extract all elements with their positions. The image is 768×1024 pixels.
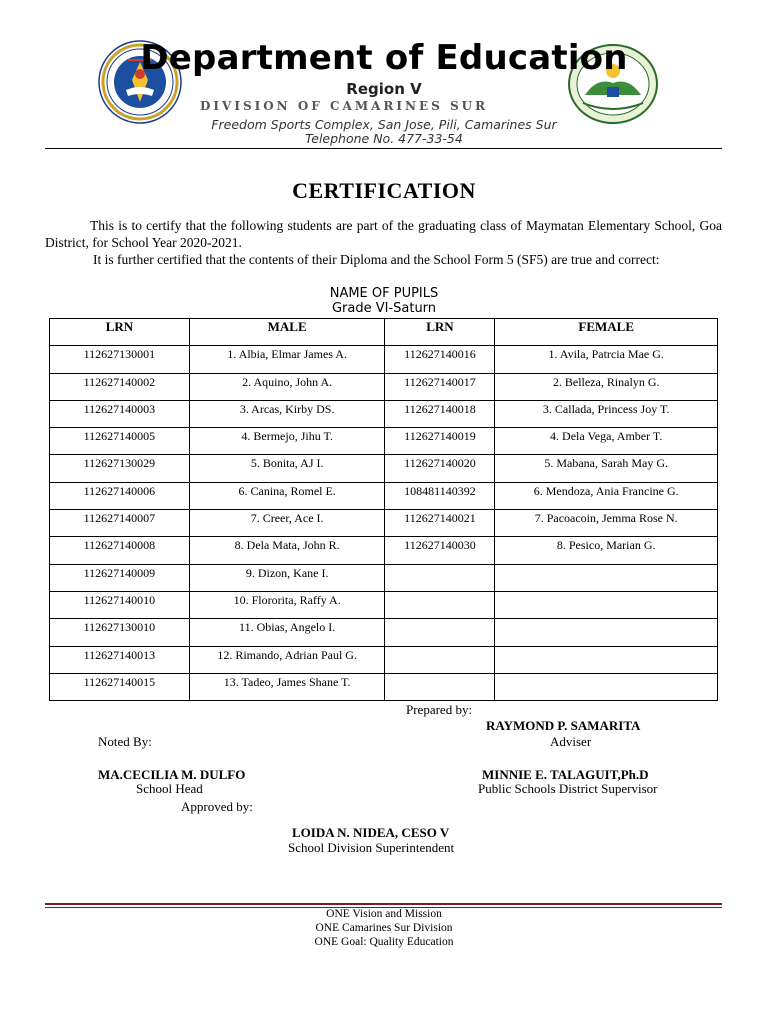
male-name-cell: 3. Arcas, Kirby DS. bbox=[189, 400, 385, 427]
female-name-cell: 2. Belleza, Rinalyn G. bbox=[495, 373, 718, 400]
department-title: Department of Education bbox=[140, 38, 628, 78]
female-lrn-cell: 112627140018 bbox=[385, 400, 495, 427]
prepared-by-label: Prepared by: bbox=[406, 702, 473, 717]
female-lrn-cell: 112627140019 bbox=[385, 428, 495, 455]
male-lrn-cell: 112627140003 bbox=[50, 400, 190, 427]
table-body bbox=[50, 346, 718, 701]
pupils-table bbox=[49, 318, 718, 701]
female-name-cell bbox=[495, 673, 718, 700]
female-name-cell: 7. Pacoacoin, Jemma Rose N. bbox=[495, 510, 718, 537]
column-header-lrn-male: LRN bbox=[50, 319, 190, 346]
female-name-cell: 8. Pesico, Marian G. bbox=[495, 537, 718, 564]
approved-by-label: Approved by: bbox=[181, 799, 253, 814]
office-telephone: Telephone No. 477-33-54 bbox=[305, 131, 463, 146]
male-name-cell: 4. Bermejo, Jihu T. bbox=[189, 428, 385, 455]
superintendent-name: LOIDA N. NIDEA, CESO V bbox=[292, 825, 450, 840]
male-lrn-cell: 112627140015 bbox=[50, 673, 190, 700]
female-lrn-cell: 112627140017 bbox=[385, 373, 495, 400]
table-row bbox=[50, 482, 718, 509]
grade-section-label: Grade VI-Saturn bbox=[331, 301, 437, 316]
male-name-cell: 10. Flororita, Raffy A. bbox=[189, 591, 385, 618]
female-name-cell bbox=[495, 564, 718, 591]
footer-divider-thick bbox=[45, 903, 722, 905]
region-label: Region V bbox=[346, 80, 422, 98]
female-lrn-cell bbox=[385, 591, 495, 618]
male-lrn-cell: 112627140009 bbox=[50, 564, 190, 591]
certification-paragraph-2: It is further certified that the contents of their Diploma and the School Form 5 (SF5) are true and correct: bbox=[93, 252, 660, 267]
female-name-cell bbox=[495, 619, 718, 646]
table-header-row bbox=[50, 319, 718, 346]
column-header-female: FEMALE bbox=[495, 319, 718, 346]
table-row bbox=[50, 510, 718, 537]
male-lrn-cell: 112627140013 bbox=[50, 646, 190, 673]
female-name-cell bbox=[495, 591, 718, 618]
male-name-cell: 9. Dizon, Kane I. bbox=[189, 564, 385, 591]
certification-paragraph-1: This is to certify that the following students are part of the graduating class of Maymatan Elementary School, Goa District, for School Year 2020-2021. bbox=[45, 218, 722, 250]
footer-goal: ONE Goal: Quality Education bbox=[314, 936, 454, 948]
male-lrn-cell: 112627130010 bbox=[50, 619, 190, 646]
table-row bbox=[50, 455, 718, 482]
male-lrn-cell: 112627130001 bbox=[50, 346, 190, 373]
female-lrn-cell: 108481140392 bbox=[385, 482, 495, 509]
male-lrn-cell: 112627140005 bbox=[50, 428, 190, 455]
table-row bbox=[50, 564, 718, 591]
school-head-title: School Head bbox=[136, 781, 203, 796]
district-supervisor-name: MINNIE E. TALAGUIT,Ph.D bbox=[482, 767, 649, 782]
footer-division: ONE Camarines Sur Division bbox=[315, 922, 453, 934]
column-header-lrn-female: LRN bbox=[385, 319, 495, 346]
school-head-name: MA.CECILIA M. DULFO bbox=[98, 767, 246, 782]
header-divider bbox=[45, 148, 722, 149]
male-lrn-cell: 112627140008 bbox=[50, 537, 190, 564]
male-name-cell: 7. Creer, Ace I. bbox=[189, 510, 385, 537]
male-name-cell: 13. Tadeo, James Shane T. bbox=[189, 673, 385, 700]
female-name-cell bbox=[495, 646, 718, 673]
female-name-cell: 6. Mendoza, Ania Francine G. bbox=[495, 482, 718, 509]
adviser-name: RAYMOND P. SAMARITA bbox=[486, 718, 641, 733]
female-lrn-cell: 112627140030 bbox=[385, 537, 495, 564]
female-lrn-cell bbox=[385, 673, 495, 700]
male-lrn-cell: 112627130029 bbox=[50, 455, 190, 482]
district-supervisor-title: Public Schools District Supervisor bbox=[478, 781, 658, 796]
certification-title: CERTIFICATION bbox=[292, 178, 476, 203]
male-name-cell: 11. Obias, Angelo I. bbox=[189, 619, 385, 646]
noted-by-label: Noted By: bbox=[98, 734, 152, 749]
male-name-cell: 6. Canina, Romel E. bbox=[189, 482, 385, 509]
male-name-cell: 5. Bonita, AJ I. bbox=[189, 455, 385, 482]
footer-vision: ONE Vision and Mission bbox=[326, 908, 442, 920]
table-row bbox=[50, 346, 718, 373]
male-name-cell: 2. Aquino, John A. bbox=[189, 373, 385, 400]
superintendent-title: School Division Superintendent bbox=[288, 840, 455, 855]
pupils-heading: NAME OF PUPILS bbox=[329, 286, 439, 301]
female-name-cell: 5. Mabana, Sarah May G. bbox=[495, 455, 718, 482]
adviser-title: Adviser bbox=[550, 734, 592, 749]
female-lrn-cell: 112627140016 bbox=[385, 346, 495, 373]
table-row bbox=[50, 428, 718, 455]
table-row bbox=[50, 673, 718, 700]
table-row bbox=[50, 646, 718, 673]
female-name-cell: 4. Dela Vega, Amber T. bbox=[495, 428, 718, 455]
female-lrn-cell: 112627140021 bbox=[385, 510, 495, 537]
column-header-male: MALE bbox=[189, 319, 385, 346]
female-lrn-cell bbox=[385, 564, 495, 591]
male-name-cell: 1. Albia, Elmar James A. bbox=[189, 346, 385, 373]
female-name-cell: 3. Callada, Princess Joy T. bbox=[495, 400, 718, 427]
female-lrn-cell: 112627140020 bbox=[385, 455, 495, 482]
male-lrn-cell: 112627140010 bbox=[50, 591, 190, 618]
male-name-cell: 12. Rimando, Adrian Paul G. bbox=[189, 646, 385, 673]
table-row bbox=[50, 400, 718, 427]
female-lrn-cell bbox=[385, 646, 495, 673]
male-lrn-cell: 112627140006 bbox=[50, 482, 190, 509]
table-row bbox=[50, 373, 718, 400]
office-address: Freedom Sports Complex, San Jose, Pili, Camarines Sur bbox=[211, 117, 557, 132]
male-name-cell: 8. Dela Mata, John R. bbox=[189, 537, 385, 564]
male-lrn-cell: 112627140002 bbox=[50, 373, 190, 400]
table-row bbox=[50, 591, 718, 618]
division-label: DIVISION OF CAMARINES SUR bbox=[200, 99, 489, 113]
table-row bbox=[50, 619, 718, 646]
female-name-cell: 1. Avila, Patrcia Mae G. bbox=[495, 346, 718, 373]
female-lrn-cell bbox=[385, 619, 495, 646]
table-row bbox=[50, 537, 718, 564]
male-lrn-cell: 112627140007 bbox=[50, 510, 190, 537]
